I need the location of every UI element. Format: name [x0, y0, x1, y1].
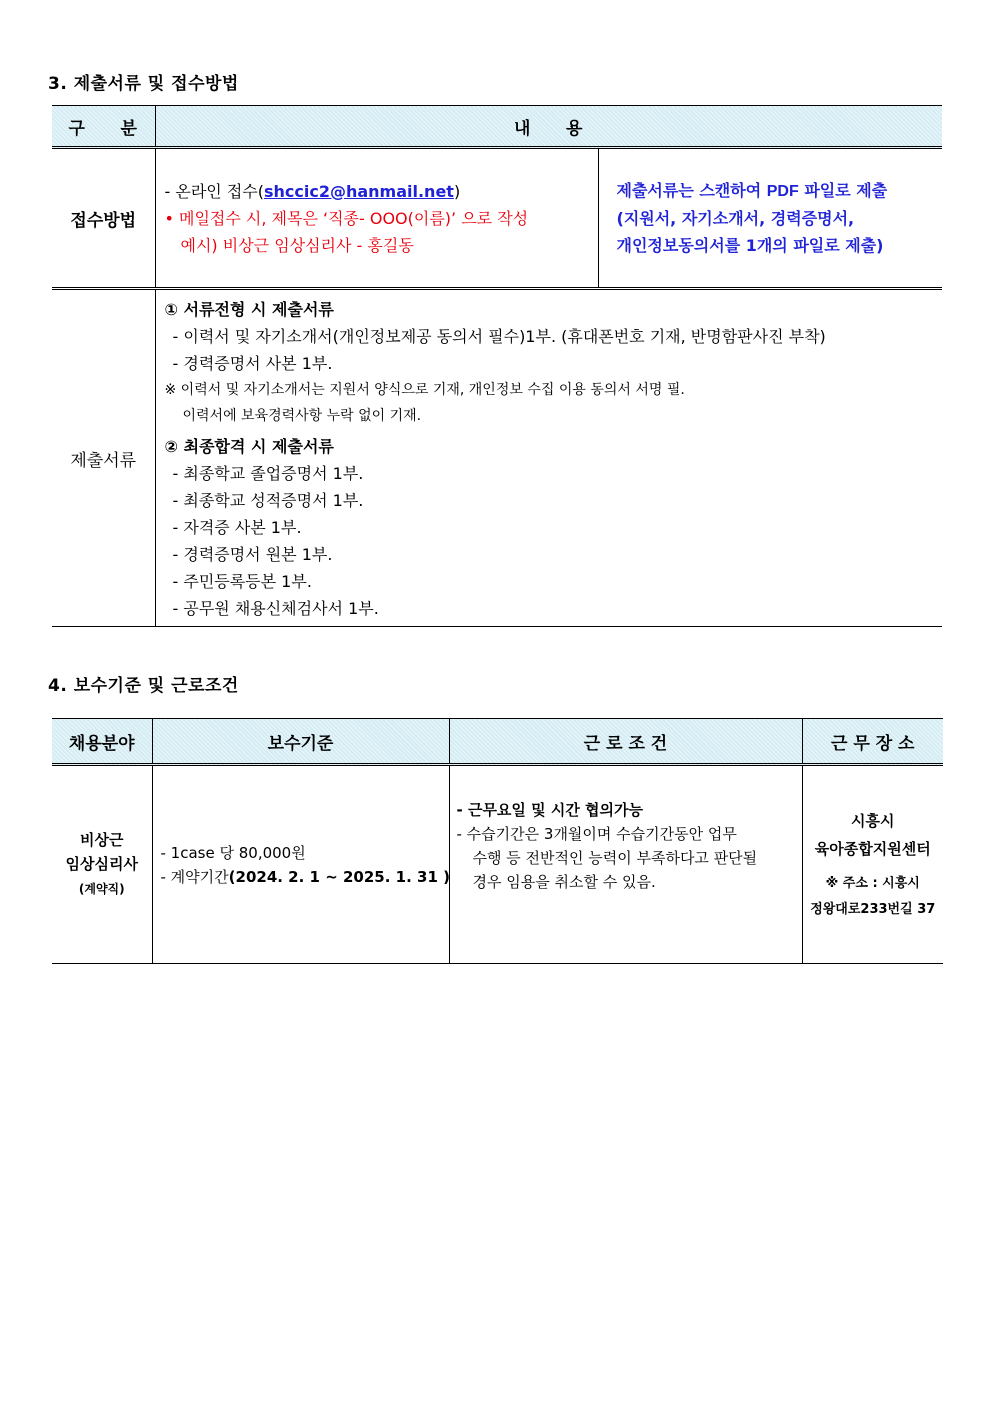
sub1-note-1: ※ 이력서 및 자기소개서는 지원서 양식으로 기재, 개인정보 수집 이용 동의서 서명 필. [164, 382, 685, 398]
field-cell [52, 765, 152, 964]
sub1-note-2: 이력서에 보육경력사항 누락 없이 기재. [182, 408, 422, 424]
location-line-2: 육아종합지원센터 [814, 839, 931, 858]
online-suffix: ) [453, 181, 461, 201]
receipt-note [598, 148, 942, 289]
note-post: 파일로 제출 [798, 181, 888, 200]
sub2-item-4: - 경력증명서 원본 1부. [172, 545, 333, 564]
online-prefix: - 온라인 접수( [164, 181, 264, 201]
pay-conditions-table [52, 718, 943, 964]
sub2-item-5: - 주민등록등본 1부. [172, 572, 312, 591]
email-link[interactable]: shccic2@hanmail.net [263, 181, 454, 201]
note-line-2: (지원서, 자기소개서, 경력증명서, [616, 209, 855, 228]
sub2-item-2: - 최종학교 성적증명서 1부. [172, 491, 364, 510]
address-line-1: ※ 주소 : 시흥시 [825, 875, 920, 891]
mail-example-line: 예시) 비상근 임상심리사 - 홍길동 [180, 235, 414, 255]
sub1-item-1: - 이력서 및 자기소개서(개인정보제공 동의서 필수)1부. (휴대폰번호 기재, 반명함판사진 부착) [172, 327, 826, 346]
note-line-3: 개인정보동의서를 1개의 파일로 제출) [616, 236, 884, 255]
submission-table-header [52, 106, 942, 148]
submission-table [52, 105, 942, 627]
documents-details [155, 289, 942, 627]
documents-label: 제출서류 [52, 289, 155, 627]
receipt-details [155, 148, 598, 289]
sub1-title: ① 서류전형 시 제출서류 [164, 300, 334, 319]
header-location: 근 무 장 소 [802, 719, 943, 765]
field-line-1: 비상근 [80, 830, 124, 849]
header-category: 구 분 [52, 106, 155, 148]
sub2-item-6: - 공무원 채용신체검사서 1부. [172, 599, 379, 618]
sub1-item-2: - 경력증명서 사본 1부. [172, 354, 333, 373]
header-conditions: 근 로 조 건 [449, 719, 802, 765]
pay-line-1: - 1case 당 80,000원 [160, 843, 306, 862]
contract-label: - 계약기간 [160, 867, 229, 886]
conditions-line-4: 경우 임용을 취소할 수 있음. [472, 873, 656, 891]
sub2-title: ② 최종합격 시 제출서류 [164, 437, 334, 456]
field-line-2: 임상심리사 [65, 854, 138, 873]
location-line-1: 시흥시 [851, 811, 895, 830]
note-pre: 제출서류는 스캔하여 [616, 181, 767, 200]
field-line-3: (계약직) [78, 881, 125, 896]
sub2-item-1: - 최종학교 졸업증명서 1부. [172, 464, 364, 483]
pay-table-row [52, 765, 943, 964]
contract-period: (2024. 2. 1 ~ 2025. 1. 31 ) [228, 867, 450, 886]
pay-line-2 [161, 865, 449, 889]
pay-table-header [52, 719, 943, 765]
conditions-line-2: - 수습기간은 3개월이며 수습기간동안 업무 [456, 825, 737, 843]
location-cell [802, 765, 943, 964]
documents-row [52, 289, 942, 627]
conditions-line-3: 수행 등 전반적인 능력이 부족하다고 판단될 [472, 849, 758, 867]
conditions-line-1: - 근무요일 및 시간 협의가능 [456, 801, 644, 819]
pay-cell [152, 765, 449, 964]
mail-subject-line: • 메일접수 시, 제목은 ‘직종- OOO(이름)’ 으로 작성 [164, 208, 529, 228]
section-3-title: 3. 제출서류 및 접수방법 [48, 74, 239, 94]
sub2-item-3: - 자격증 사본 1부. [172, 518, 302, 537]
receipt-label: 접수방법 [52, 148, 155, 289]
receipt-row [52, 148, 942, 289]
conditions-cell [449, 765, 802, 964]
address-line-2: 정왕대로233번길 37 [810, 901, 936, 917]
header-content: 내 용 [155, 106, 942, 148]
header-pay: 보수기준 [152, 719, 449, 765]
online-receipt-line [165, 178, 598, 205]
section-4-title: 4. 보수기준 및 근로조건 [48, 676, 239, 696]
header-field: 채용분야 [52, 719, 152, 765]
note-pdf: PDF [766, 183, 799, 200]
note-line-1 [617, 177, 943, 205]
